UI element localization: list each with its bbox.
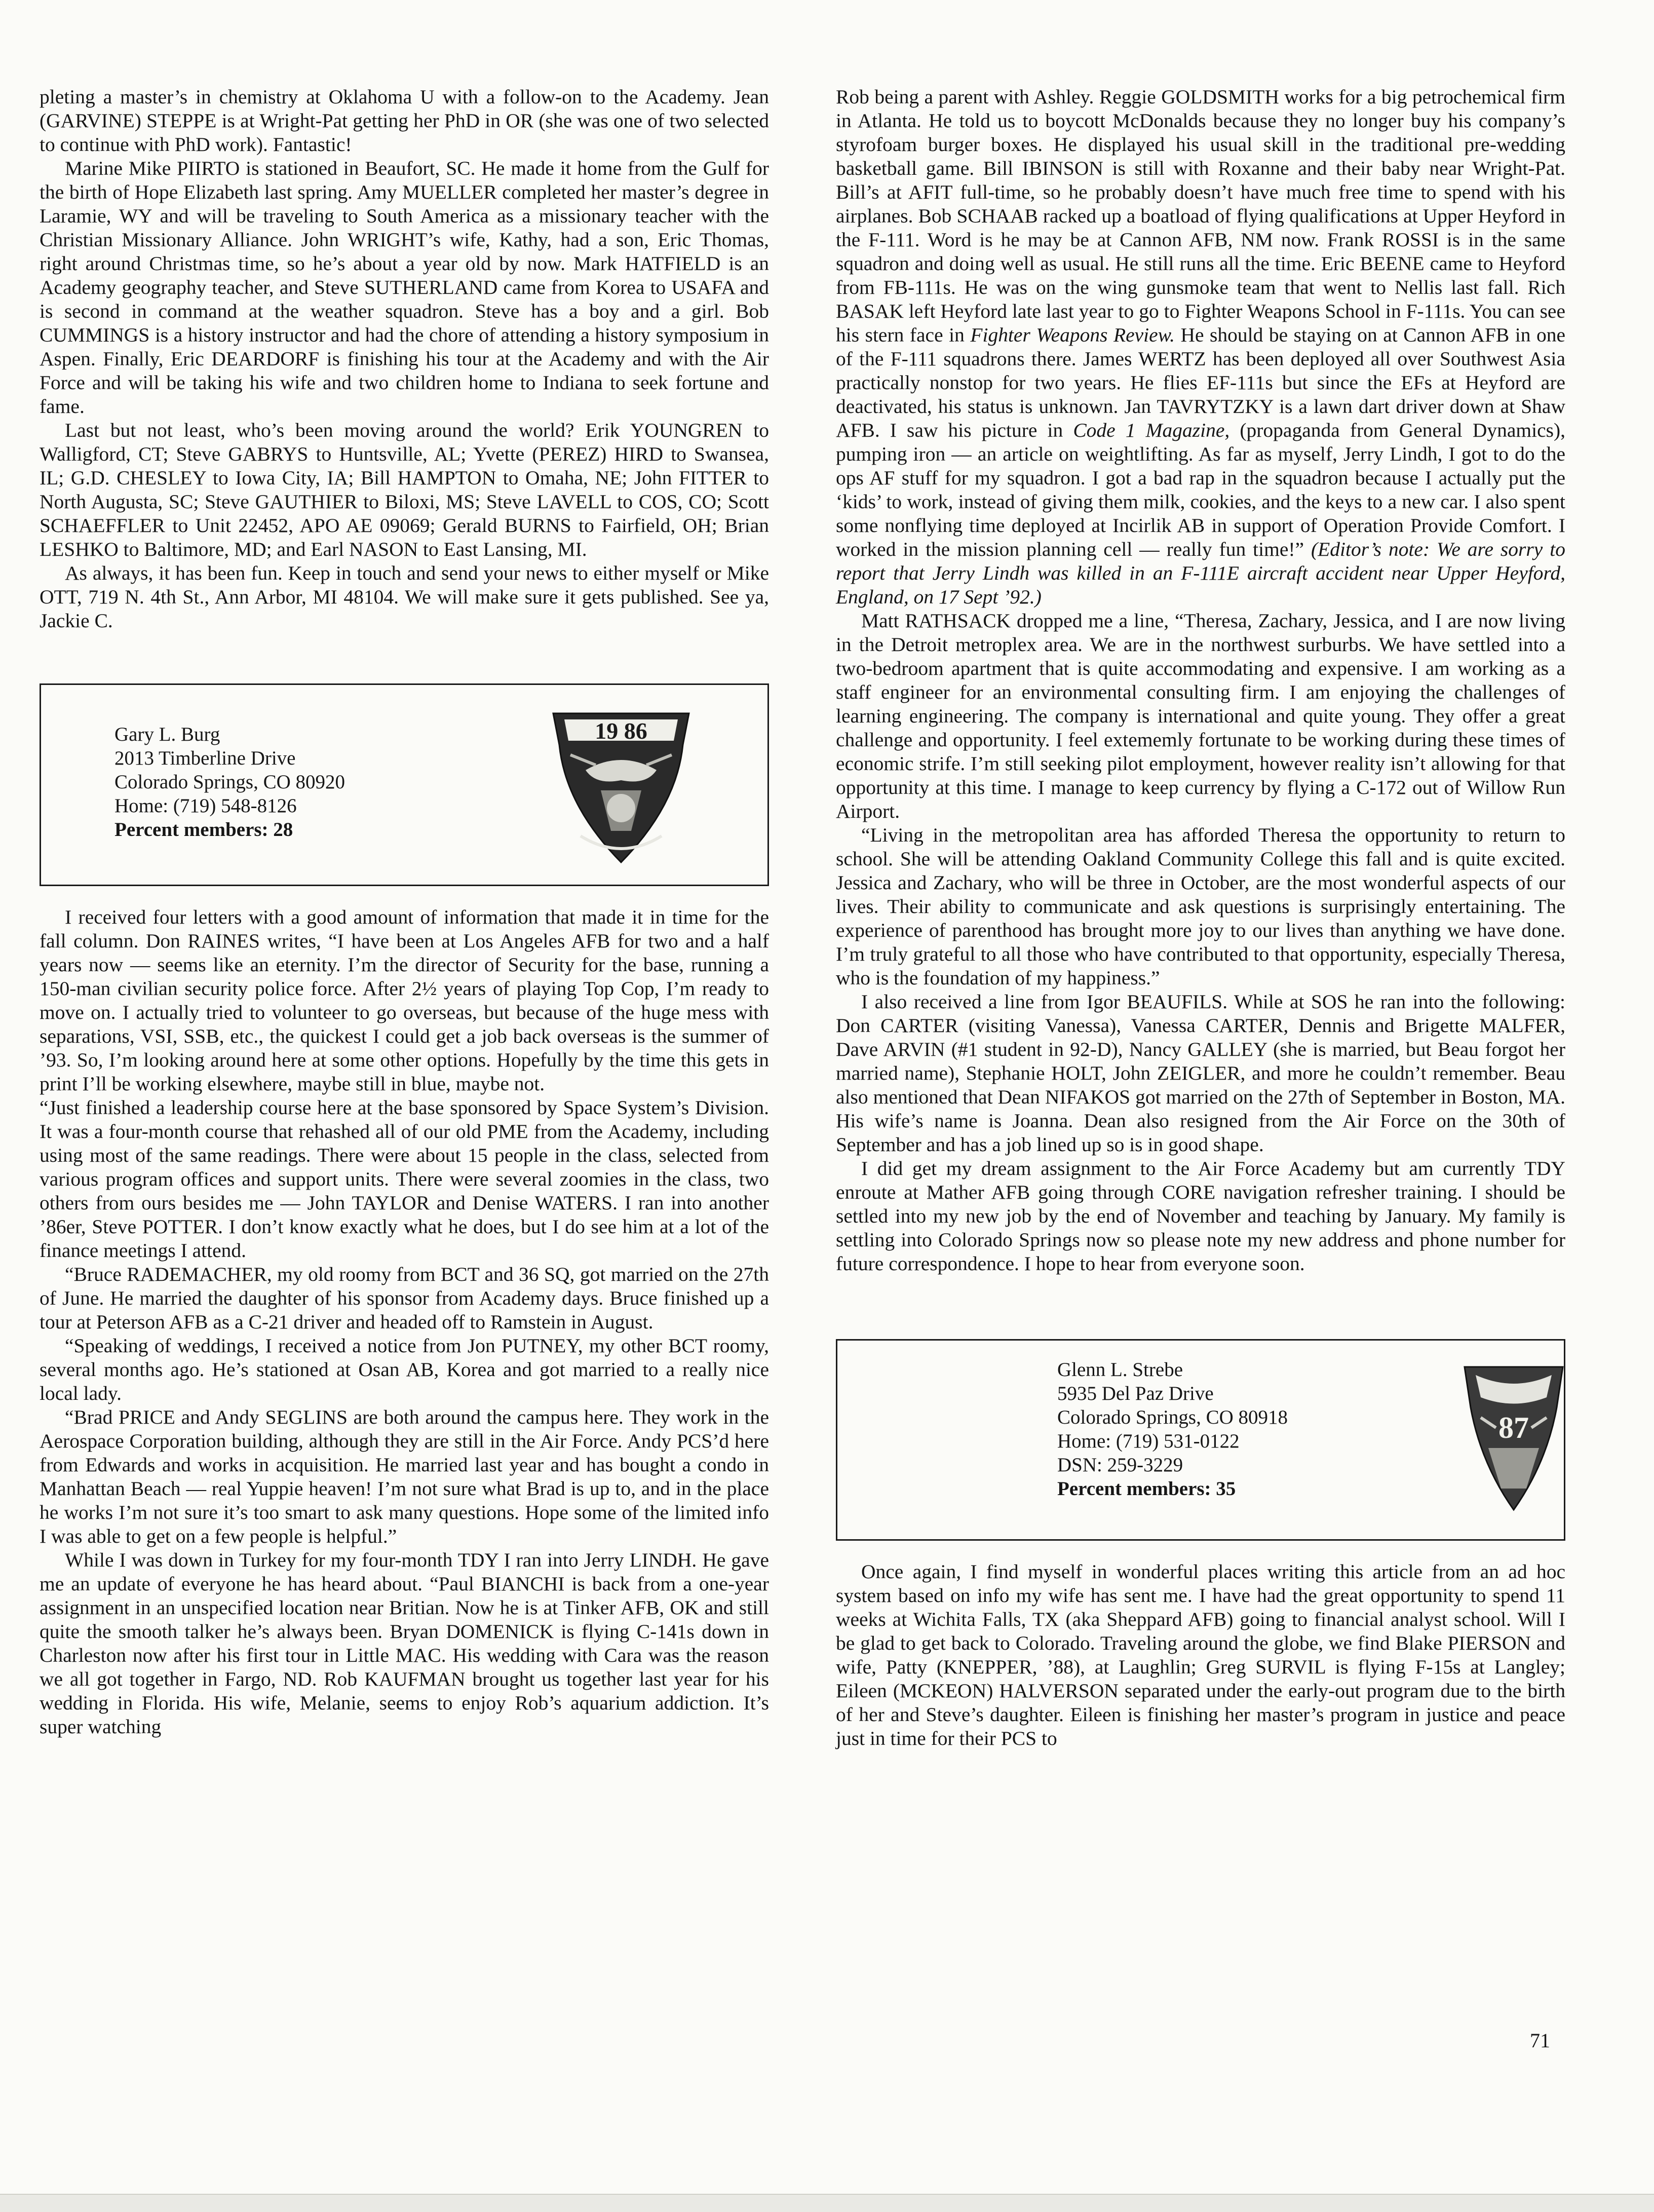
paragraph: I also received a line from Igor BEAUFILS. While at SOS he ran into the following: Don CARTER (visiting Vanessa), Vanessa CARTER, Dennis and Brigette MALFER, Dave ARVIN (#1 student in 92-D), Nancy GALLEY (she is married, but Beau forgot her married name), Stephanie HOLT, John ZEIGLER, and more he couldn’t remember. Beau also mentioned that Dean NIFAKOS got married on the 27th of September in Boston, MA. His wife’s name is Joanna. Dean also resigned from the Air Force on the 30th of September and has a job lined up so is in good shape. <box>836 990 1565 1156</box>
page-bottom-edge <box>0 2194 1654 2212</box>
percent-members: Percent members: 28 <box>114 819 293 841</box>
paragraph: Once again, I find myself in wonderful places writing this article from an ad hoc system based on info my wife has sent me. I have had the great opportunity to spend 11 weeks at Wichita Falls, TX (aka Sheppard AFB) going to financial analyst school. Will I be glad to get back to Colorado. Traveling around the globe, we find Blake PIERSON and wife, Patty (KNEPPER, ’88), at Laughlin; Greg SURVIL is flying F-15s at Langley; Eileen (MCKEON) HALVERSON separated under the early-out program due to the birth of her and Steve’s daughter. Eileen is finishing her master’s program in justice and peace just in time for their PCS to <box>836 1560 1565 1749</box>
paragraph: “Just finished a leadership course here at the base sponsored by Space System’s Division. It was a four-month course that rehashed all of our old PME from the Academy, including using most of the same readings. There were about 15 people in the class, selected from various program offices and support units. There were several zoomies in the class, two others from ours besides me — John TAYLOR and Denise WATERS. I ran into another ’86er, Steve POTTER. I don’t know exactly what he does, but I do see him at a lot of the finance meetings I attend. <box>40 1096 769 1262</box>
class-1986-contact-box <box>40 683 769 886</box>
contact-phone: Home: (719) 531-0122 <box>1057 1430 1240 1452</box>
class-1987-crest-icon <box>1460 1362 1567 1514</box>
paragraph: “Speaking of weddings, I received a notice from Jon PUTNEY, my other BCT roomy, several months ago. He’s stationed at Osan AB, Korea and got married to a really nice local lady. <box>40 1334 769 1404</box>
publication-title: Fighter Weapons Review. <box>970 324 1175 346</box>
contact-info <box>114 722 345 842</box>
contact-city: Colorado Springs, CO 80920 <box>114 771 345 793</box>
contact-phone: Home: (719) 548-8126 <box>114 795 297 817</box>
paragraph: Marine Mike PIIRTO is stationed in Beaufort, SC. He made it home from the Gulf for the birth of Hope Elizabeth last spring. Amy MUELLER completed her master’s degree in Laramie, WY and will be traveling to South America as a missionary teacher with the Christian Missionary Alliance. John WRIGHT’s wife, Kathy, had a son, Eric Thomas, right around Christmas time, so he’s about a year old by now. Mark HATFIELD is an Academy geography teacher, and Steve SUTHERLAND came from Korea to USAFA and is second in command at the weather squadron. Steve has a boy and a girl. Bob CUMMINGS is a history instructor and had the chore of attending a history symposium in Aspen. Finally, Eric DEARDORF is finishing his tour at the Academy and with the Air Force and will be taking his wife and two children home to Indiana to seek fortune and fame. <box>40 157 769 417</box>
crest-year-text: 87 <box>1498 1411 1529 1444</box>
text-run: He should be staying on at Cannon AFB in one of the F-111 squadrons there. James WERTZ has been deployed all over Southwest Asia practically nonstop for two years. He flies EF-111s but since the EFs at Heyford are deactivated, his status is unknown. Jan TAVRYTZKY is a lawn dart driver down at Shaw AFB. I saw his picture in <box>836 324 1566 441</box>
paragraph: “Bruce RADEMACHER, my old roomy from BCT and 36 SQ, got married on the 27th of June. He married the daughter of his sponsor from Academy days. Bruce finished up a tour at Peterson AFB as a C-21 driver and headed off to Ramstein in August. <box>40 1263 769 1333</box>
paragraph <box>836 85 1565 609</box>
contact-info <box>1057 1358 1288 1501</box>
contact-dsn: DSN: 259-3229 <box>1057 1454 1183 1476</box>
paragraph: As always, it has been fun. Keep in touch and send your news to either myself or Mike OTT, 719 N. 4th St., Ann Arbor, MI 48104. We will make sure it gets published. See ya, Jackie C. <box>40 562 769 632</box>
contact-street: 5935 Del Paz Drive <box>1057 1383 1214 1404</box>
page-number: 71 <box>1530 2029 1550 2052</box>
contact-name: Gary L. Burg <box>114 723 220 745</box>
percent-members: Percent members: 35 <box>1057 1478 1236 1500</box>
paragraph: Matt RATHSACK dropped me a line, “Theresa, Zachary, Jessica, and I are now living in the Detroit metroplex area. We are in the northwest surburbs. We have settled into a two-bedroom apartment that is quite accommodating and expensive. I am working as a staff engineer for an environmental consulting firm. I am enjoying the challenges of learning engineering. The company is international and quite young. They offer a great challenge and opportunity. I feel extememly fortunate to be working during these times of economic strife. I’m still seeking pilot employment, however reality isn’t allowing for that opportunity at this time. I manage to keep currency by flying a C-172 out of Willow Run Airport. <box>836 609 1565 822</box>
class-1987-contact-box <box>836 1339 1565 1541</box>
contact-name: Glenn L. Strebe <box>1057 1359 1183 1381</box>
text-run: Rob being a parent with Ashley. Reggie GOLDSMITH works for a big petrochemical firm in Atlanta. He told us to boycott McDonalds because they no longer buy his company’s styrofoam burger boxes. He displayed his usual skill in the traditional pre-wedding basketball game. Bill IBINSON is still with Roxanne and their baby near Wright-Pat. Bill’s at AFIT full-time, so he probably doesn’t have much free time to spend with his airplanes. Bob SCHAAB racked up a boatload of flying qualifications at Upper Heyford in the F-111. Word is he may be at Cannon AFB, NM now. Frank ROSSI is in the same squadron and doing well as usual. He still runs all the time. Eric BEENE came to Heyford from FB-111s. He was on the wing gunsmoke team that went to Nellis last fall. Rich BASAK left Heyford late last year to go to Fighter Weapons School in F-111s. You can see his stern face in <box>836 86 1565 346</box>
crest-year-text: 19 86 <box>595 718 647 744</box>
paragraph: pleting a master’s in chemistry at Oklahoma U with a follow-on to the Academy. Jean (GARVINE) STEPPE is at Wright-Pat getting her PhD in OR (she was one of two selected to continue with PhD work). Fantastic! <box>40 86 769 156</box>
paragraph: I did get my dream assignment to the Air Force Academy but am currently TDY enroute at Mather AFB going through CORE navigation refresher training. I should be settled into my new job by the end of November and teaching by January. My family is settling into Colorado Springs now so please note my new address and phone number for future correspondence. I hope to hear from everyone soon. <box>836 1157 1565 1275</box>
paragraph: “Brad PRICE and Andy SEGLINS are both around the campus here. They work in the Aerospace Corporation building, although they are still in the Air Force. Andy PCS’d here from Edwards and works in acquisition. He married last year and has bought a condo in Manhattan Beach — real Yuppie heaven! I’m not sure what Brad is up to, and in the place he works I’m not sure it’s too smart to ask many questions. Hope some of the limited info I was able to get on a few people is helpful.” <box>40 1406 769 1547</box>
left-column <box>40 85 769 1739</box>
publication-title: Code 1 Magazine, <box>1073 419 1230 441</box>
paragraph: Last but not least, who’s been moving around the world? Erik YOUNGREN to Walligford, CT; Steve GABRYS to Huntsville, AL; Yvette (PEREZ) HIRD to Swansea, IL; G.D. CHESLEY to Iowa City, IA; Bill HAMPTON to Omaha, NE; John FITTER to North Augusta, SC; Steve GAUTHIER to Biloxi, MS; Steve LAVELL to COS, CO; Scott SCHAEFFLER to Unit 22452, APO AE 09069; Gerald BURNS to Fairfield, OH; Brian LESHKO to Baltimore, MD; and Earl NASON to East Lansing, MI. <box>40 419 769 560</box>
paragraph: “Living in the metropolitan area has afforded Theresa the opportunity to return to school. She will be attending Oakland Community College this fall and is quite excited. Jessica and Zachary, who will be three in October, are the most wonderful aspects of our lives. Their ability to communicate and ask questions is surprisingly entertaining. The experience of parenthood has brought more joy to our lives than anything we have done. I’m truly grateful to all those who have contributed to that opportunity, especially Theresa, who is the foundation of my happiness.” <box>836 824 1565 989</box>
contact-street: 2013 Timberline Drive <box>114 747 296 769</box>
paragraph: I received four letters with a good amount of information that made it in time for the fall column. Don RAINES writes, “I have been at Los Angeles AFB for two and a half years now — seems like an eternity. I’m the director of Security for the base, running a 150-man civilian security police force. After 2½ years of playing Top Cop, I’m ready to move on. I actually tried to volunteer to go overseas, but because of the huge mess with separations, VSI, SSB, etc., the quickest I could get a job back overseas is the summer of ’93. So, I’m looking around here at some other options. Hopefully by the time this gets in print I’ll be working elsewhere, maybe still in blue, maybe not. <box>40 906 769 1095</box>
right-column <box>836 85 1565 1750</box>
paragraph: While I was down in Turkey for my four-month TDY I ran into Jerry LINDH. He gave me an update of everyone he has heard about. “Paul BIANCHI is back from a one-year assignment in an unspecified location near Britian. Now he is at Tinker AFB, OK and still quite the smooth talker he’s always been. Bryan DOMENICK is flying C-141s down in Charleston now after his first tour in Little MAC. His wedding with Cara was the reason we all got together in Fargo, ND. Rob KAUFMAN brought us together last year for his wedding in Florida. His wife, Melanie, seems to enjoy Rob’s aquarium addiction. It’s super watching <box>40 1549 769 1738</box>
class-1986-crest-icon <box>550 709 692 866</box>
text-run: (propaganda from General Dynamics), pumping iron — an article on weightlifting. As far as myself, Jerry Lindh, I got to do the ops AF stuff for my squadron. I got a bad rap in the squadron because I actually put the ‘kids’ to work, instead of giving them milk, cookies, and the keys to a new car. I also spent some nonflying time deployed at Incirlik AB in support of Operation Provide Comfort. I worked in the mission planning cell — really fun time!” <box>836 419 1566 560</box>
editor-note: (Editor’s note: We are sorry to report that Jerry Lindh was killed in an F-111E aircraft accident near Upper Heyford, England, on 17 Sept ’92.) <box>836 538 1565 608</box>
contact-city: Colorado Springs, CO 80918 <box>1057 1406 1288 1428</box>
